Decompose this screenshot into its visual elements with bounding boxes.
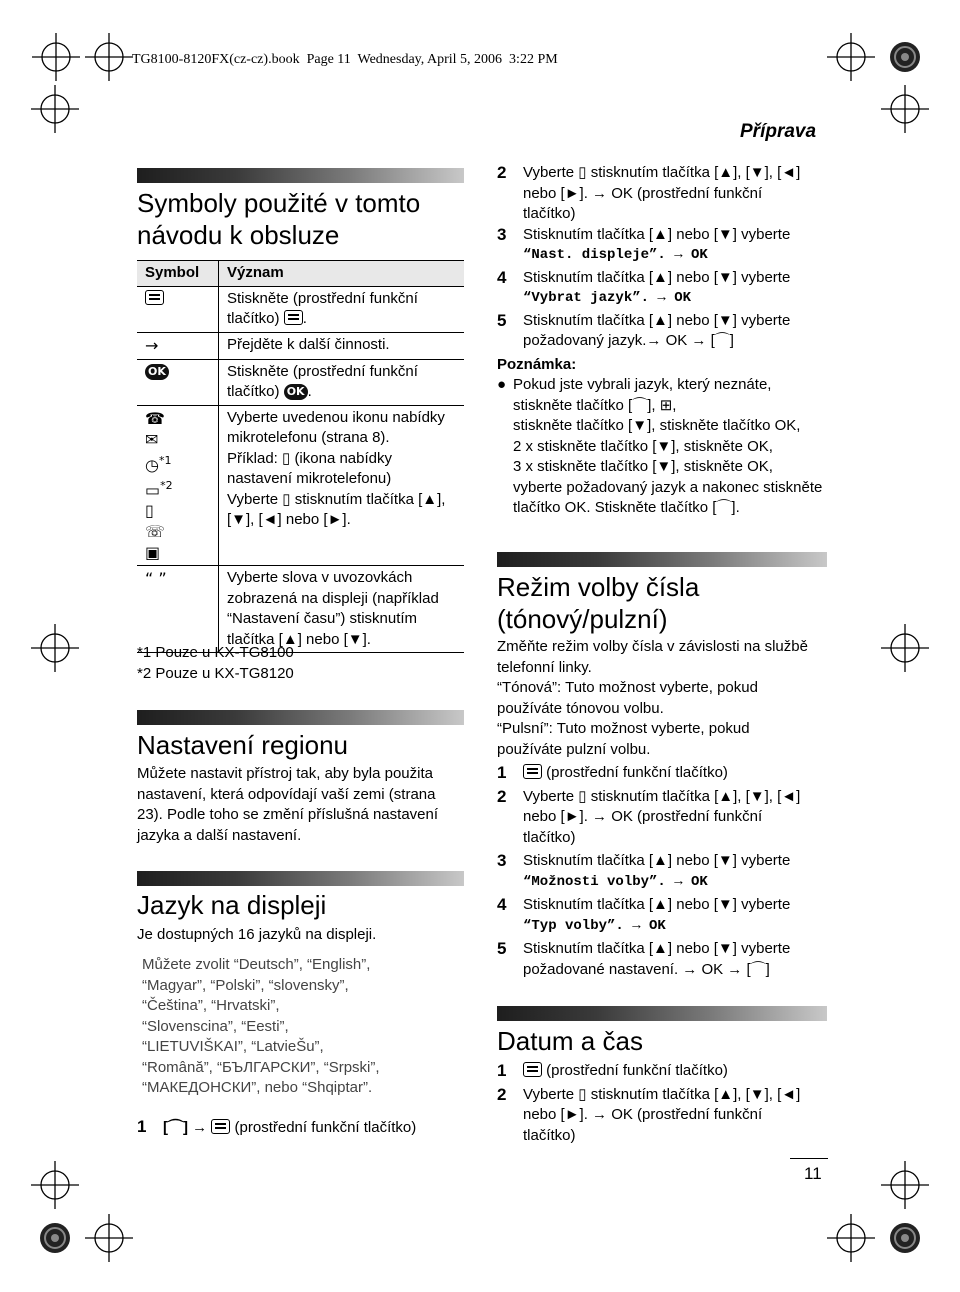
symbols-table [137, 260, 464, 653]
crosshair-icon [881, 85, 929, 133]
page-number-rule [790, 1158, 828, 1159]
crosshair-icon [85, 1214, 133, 1262]
menu-key-icon [284, 310, 303, 325]
symbols-title: Symboly použité v tomto návodu k obsluze [137, 188, 421, 250]
crosshair-icon [32, 33, 80, 81]
star-target-icon [890, 42, 920, 72]
table-row: → Přejděte k další činnosti. [137, 333, 464, 360]
crosshair-icon [31, 624, 79, 672]
step: 2 Vyberte ▯ stisknutím tlačítka [▲], [▼], [◄] nebo [►]. → OK (prostřední funkční tlačítko) [497, 163, 801, 222]
language-step-1: 1 [⌒] → (prostřední funkční tlačítko) [137, 1117, 417, 1136]
envelope-icon: ✉ [145, 429, 159, 449]
language-title: Jazyk na displeji [137, 890, 327, 920]
step: 5 Stisknutím tlačítka [▲] nebo [▼] vyberte požadovaný jazyk.→ OK → [⌒] [497, 310, 791, 349]
note: ● Pokud jste vybrali jazyk, který neznáte, stiskněte tlačítko [⌒], ⊞, stiskněte tlačítko [▼], stiskněte tlačítko OK, 2 x stiskněte tlačítko [▼], stiskněte OK, 3 x stiskněte tlačítko [▼], stiskněte OK, vyberte požadovaný jazyk a nakonec stiskněte tlačítko OK. Stiskněte tlačítko [⌒]. [497, 375, 827, 519]
datetime-title: Datum a čas [497, 1026, 643, 1056]
menu-key-icon [523, 1062, 542, 1077]
language-steps-cont [497, 163, 827, 519]
page-number: 11 [804, 1164, 822, 1183]
section-bar [137, 168, 464, 183]
section-bar [137, 871, 464, 886]
base-settings-icon: ☏ [145, 522, 166, 542]
quote-marks-icon: “ ” [137, 566, 219, 652]
step: 2 Vyberte ▯ stisknutím tlačítka [▲], [▼], [◄] nebo [►]. → OK (prostřední funkční tlačítko) [497, 1084, 801, 1144]
table-row: “ ” Vyberte slova v uvozovkách zobrazená na displeji (například “Nastavení času”) stisknutím tlačítka [▲] nebo [▼]. [137, 566, 464, 652]
step: 4 Stisknutím tlačítka [▲] nebo [▼] vyberte “Vybrat jazyk”. → OK [497, 267, 791, 306]
step: 5 Stisknutím tlačítka [▲] nebo [▼] vyberte požadované nastavení. → OK → [⌒] [497, 939, 791, 978]
crosshair-icon [31, 1161, 79, 1209]
star-target-icon [40, 1223, 70, 1253]
table-row: ☎ ✉ ◷$^{*1}$ ▭$^{*2}$ ▯ ☏ ▣ Vyberte uvedenou ikonu nabídky mikrotelefonu (strana 8). Příklad: ▯ (ikona nabídky nastavení mikrotelefonu) Vyberte ▯ stisknutím tlačítka [▲], [▼], [◄] nebo [►]. [137, 406, 464, 567]
region-title: Nastavení regionu [137, 730, 349, 760]
table-header [137, 261, 464, 287]
star-target-icon [890, 1223, 920, 1253]
crosshair-icon [881, 624, 929, 672]
dial-body: Změňte režim volby čísla v závislosti na službě telefonní linky. “Tónová”: Tuto možnost vyberte, pokud používáte tónovou volbu. “Pulsní”: Tuto možnost vyberte, pokud používáte pulzní volbu. 1 (prostřední funkční tlačítko) 2 Vyberte ▯ stisknutím tlačítka [▲], [▼], [◄] nebo [►]. → OK (prostřední funkční tlačítko) 3 Stisknutím tlačítka [▲] nebo [▼] vyberte “Možnosti volby”. → OK 4 Stisknutím tlačítka [▲] nebo [▼] vyberte “Typ volby”. → OK 5 Stisknutím tlačítka [▲] nebo [▼] vyberte požadované nastavení. → OK → [⌒] [497, 637, 827, 980]
initial-settings-icon: ▣ [145, 543, 161, 563]
phonebook-icon: ☎ [145, 408, 165, 428]
step: 3 Stisknutím tlačítka [▲] nebo [▼] vyberte “Nast. displeje”. → OK [497, 224, 791, 263]
step: 1 (prostřední funkční tlačítko) [497, 763, 728, 782]
ok-key-icon: OK [284, 384, 308, 400]
handset-settings-icon: ▯ [145, 501, 154, 521]
crosshair-icon [827, 33, 875, 81]
table-header-meaning: Význam [227, 264, 284, 281]
step: 2 Vyberte ▯ stisknutím tlačítka [▲], [▼], [◄] nebo [►]. → OK (prostřední funkční tlačítko) [497, 786, 801, 846]
footnotes: *1 Pouze u KX-TG8100 *2 Pouze u KX-TG8120 [137, 644, 294, 682]
language-list: Můžete zvolit “Deutsch”, “English”, “Magyar”, “Polski”, “slovensky”, “Čeština”, “Hrvatski”, “Slovenscina”, “Eesti”, “LIETUVIŠKAI”, “LatvieŠu”, “Română”, “БЪЛГАРСКИ”, “Srpski”, “МАКЕДОНСКИ”, nebo “Shqiptar”. [142, 956, 380, 1096]
arrow-icon: → [137, 333, 219, 359]
menu-key-icon [211, 1119, 230, 1134]
section-bar [137, 710, 464, 725]
book-slug: TG8100-8120FX(cz-cz).book Page 11 Wednesday, April 5, 2006 3:22 PM [132, 52, 558, 67]
running-head: Příprava [740, 121, 817, 142]
crosshair-icon [31, 85, 79, 133]
step: 4 Stisknutím tlačítka [▲] nebo [▼] vyberte “Typ volby”. → OK [497, 895, 791, 934]
step: 3 Stisknutím tlačítka [▲] nebo [▼] vyberte “Možnosti volby”. → OK [497, 851, 791, 890]
table-header-symbol: Symbol [137, 261, 219, 286]
off-key-icon: [⌒] [163, 1119, 188, 1136]
region-body: Můžete nastavit přístroj tak, aby byla použita nastavení, která odpovídají vaší zemi (strana 23). Podle toho se změní příslušná nastavení jazyka a další nastavení. [137, 765, 439, 844]
table-row: OK Stiskněte (prostřední funkční tlačítko) OK . [137, 360, 464, 406]
ok-key-icon: OK [145, 364, 169, 380]
crosshair-icon [881, 1161, 929, 1209]
crosshair-icon [827, 1214, 875, 1262]
step: 1 (prostřední funkční tlačítko) [497, 1061, 728, 1080]
language-intro: Je dostupných 16 jazyků na displeji. [137, 926, 377, 943]
table-row: Stiskněte (prostřední funkční tlačítko) . [137, 287, 464, 333]
note-title: Poznámka: [497, 355, 577, 373]
datetime-steps [497, 1061, 827, 1146]
menu-key-icon [523, 764, 542, 779]
section-bar [497, 1006, 827, 1021]
answering-machine-icon: ▭$^{*2}$ [145, 478, 173, 500]
bullet-icon: ● [497, 376, 507, 393]
clock-icon: ◷$^{*1}$ [145, 453, 172, 474]
menu-key-icon [145, 290, 164, 305]
crosshair-icon [85, 33, 133, 81]
dial-title: Režim volby čísla (tónový/pulzní) [497, 572, 700, 634]
section-bar [497, 552, 827, 567]
